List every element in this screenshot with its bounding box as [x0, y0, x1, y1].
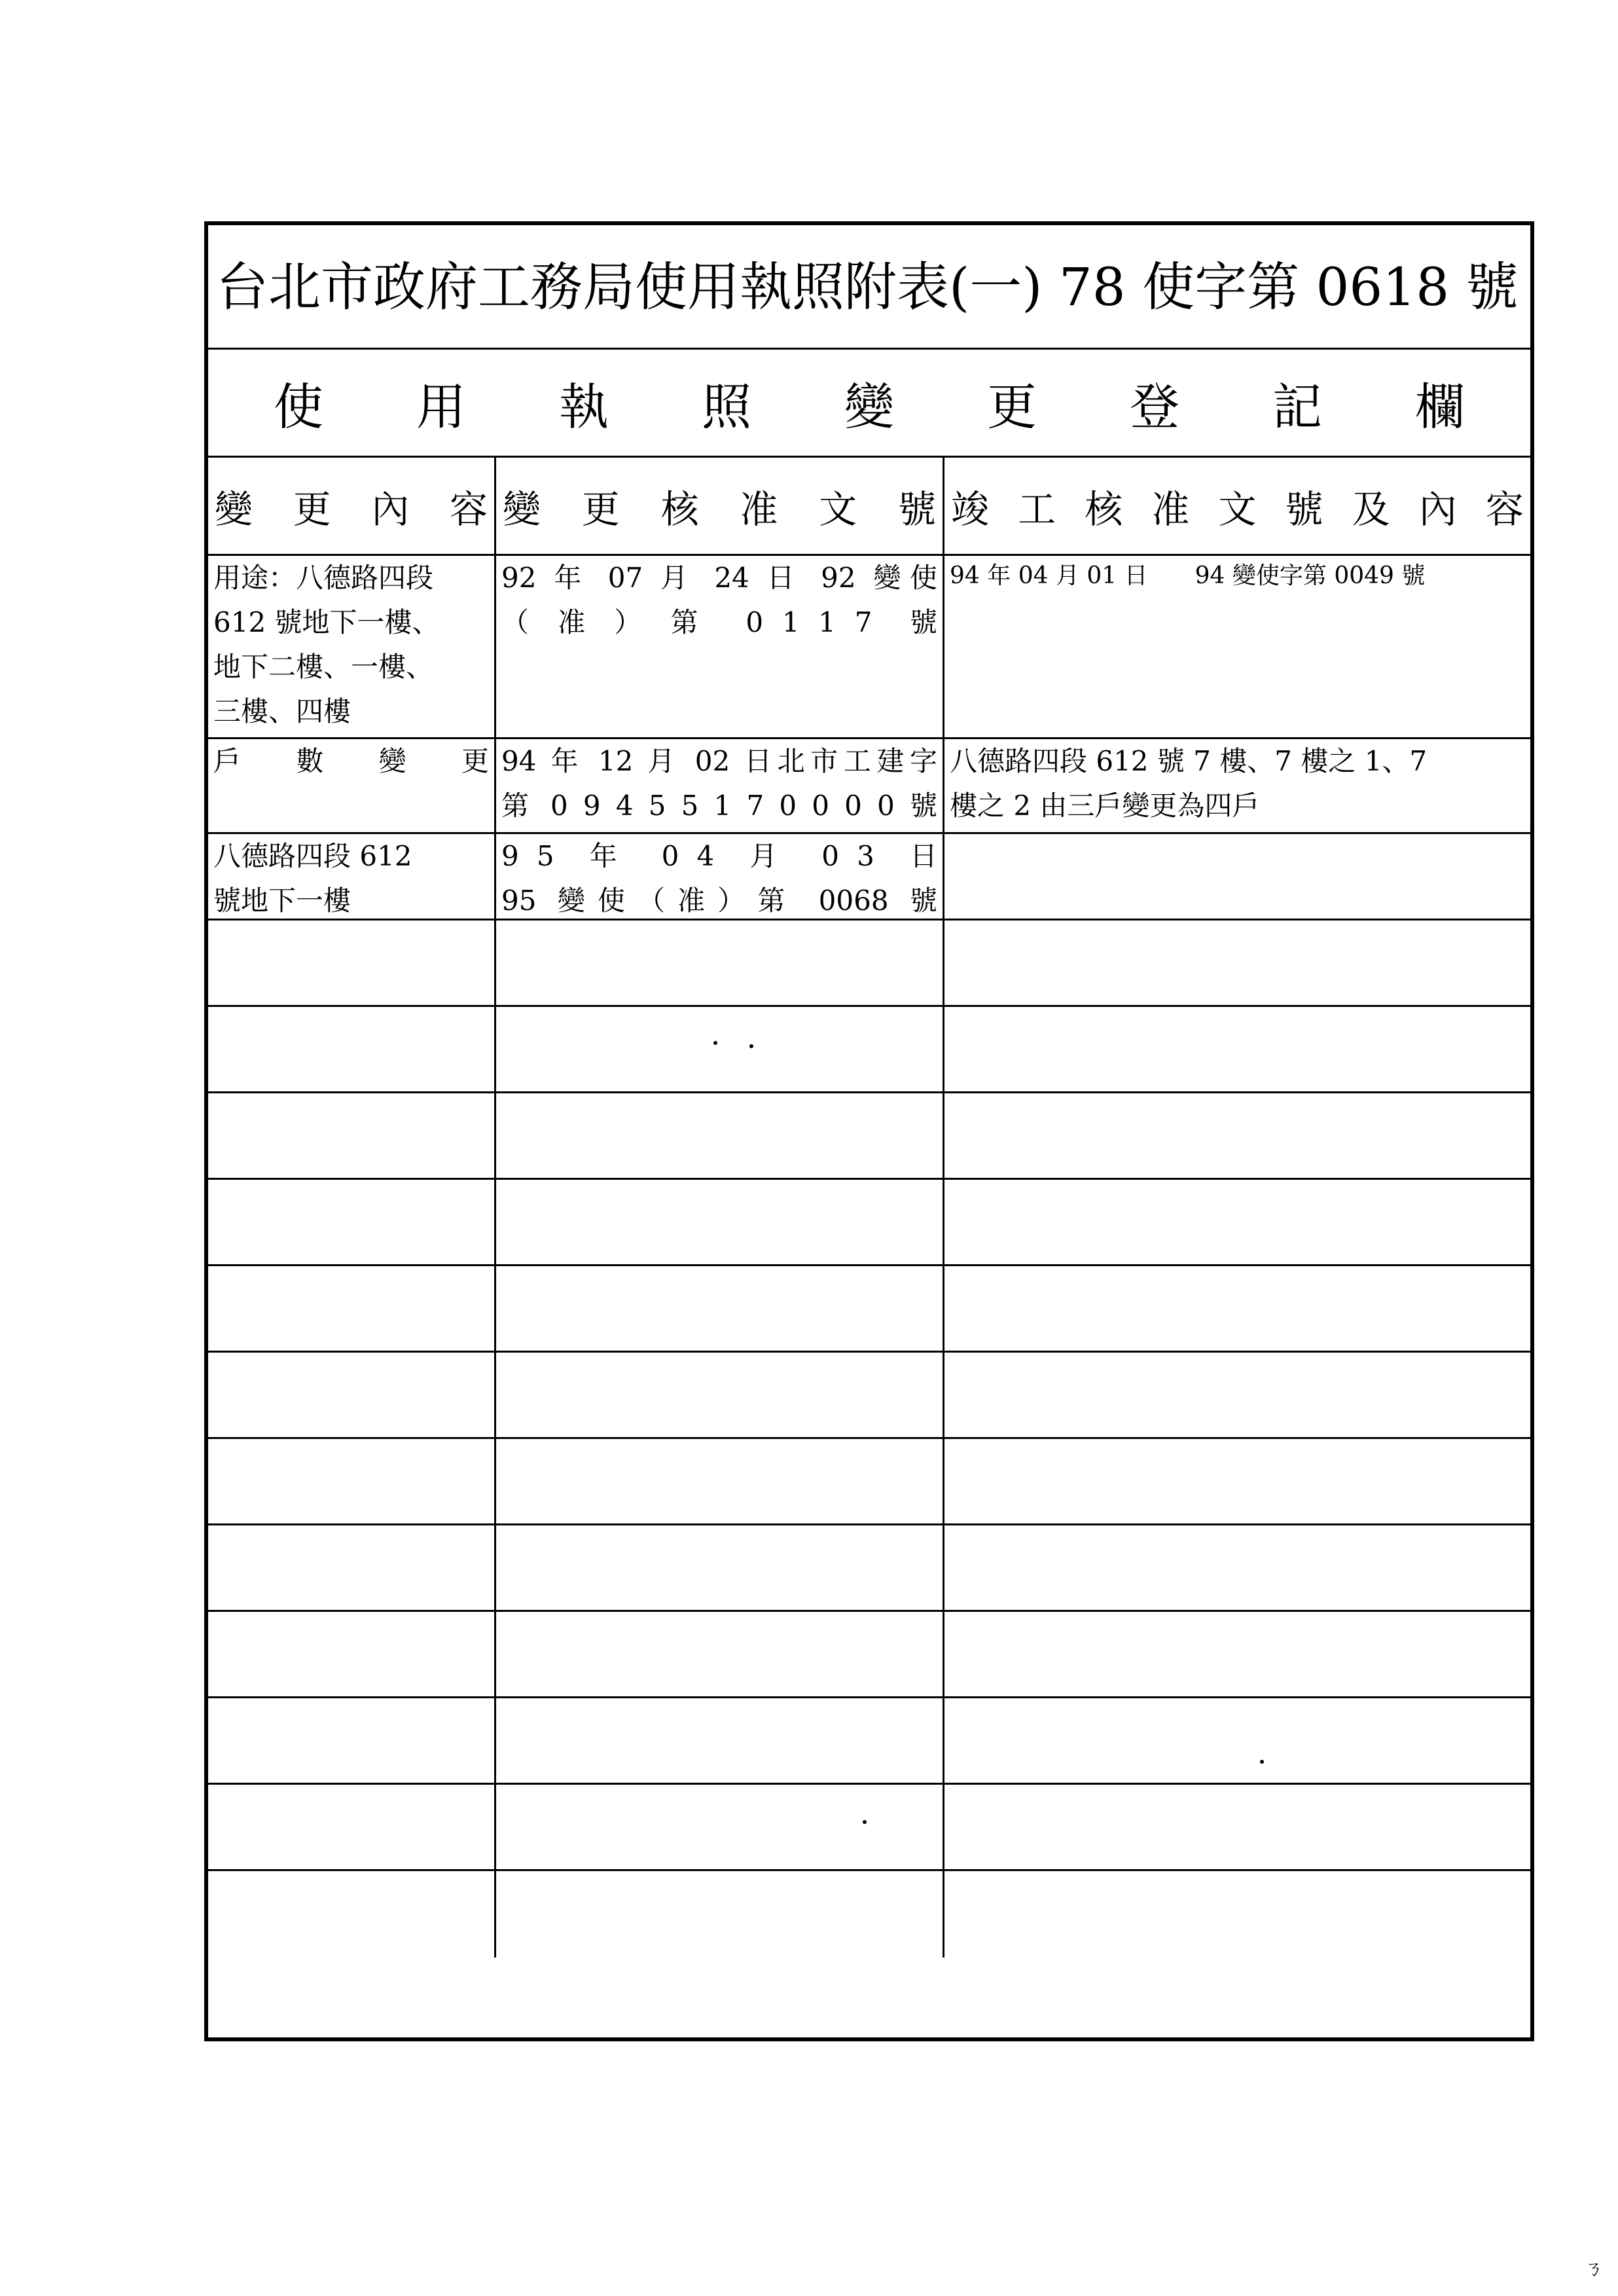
- cell-completion-approval: [944, 556, 1530, 737]
- header-char: 容: [449, 486, 488, 532]
- cell-approval-number: [496, 1439, 944, 1523]
- corner-mark: ㄋ: [1584, 2257, 1604, 2280]
- cell-approval-number: [496, 1266, 944, 1351]
- subtitle-char: 欄: [1415, 377, 1465, 436]
- subtitle-char: 登: [1130, 377, 1179, 436]
- table-row: [208, 1871, 1530, 1958]
- cell-line: 地下二樓、一樓、: [213, 651, 434, 683]
- cell-completion-approval: [944, 1266, 1530, 1351]
- header-char: 容: [1485, 486, 1524, 532]
- scan-speck: [713, 1041, 717, 1045]
- cell-approval-number: [496, 920, 944, 1005]
- cell-approval-number: [496, 1785, 944, 1869]
- cell-line: 八德路四段 612: [213, 840, 412, 872]
- cell-line: 樓之 2 由三戶變更為四戶: [950, 790, 1260, 822]
- cell-change-content: [208, 920, 496, 1005]
- table-row: [208, 834, 1530, 920]
- cell-change-content: [208, 1266, 496, 1351]
- cell-line: 用途：八德路四段: [213, 562, 434, 594]
- cell-approval-number: [496, 1007, 944, 1091]
- header-char: 變: [503, 486, 541, 532]
- cell-completion-approval: [944, 834, 1530, 919]
- cell-line: 戶 數 變 更: [213, 745, 489, 777]
- header-char: 文: [1218, 486, 1257, 532]
- cell-line: 第 0 9 4 5 5 1 7 0 0 0 0 號: [501, 790, 937, 822]
- table-row: [208, 1698, 1530, 1785]
- subtitle-char: 更: [987, 377, 1037, 436]
- cell-change-content: [208, 739, 496, 832]
- subtitle-char: 用: [416, 377, 466, 436]
- cell-completion-approval: [944, 739, 1530, 832]
- table-header-row: [208, 458, 1530, 556]
- form-subtitle: [208, 350, 1530, 458]
- cell-change-content: [208, 1871, 496, 1958]
- cell-approval-number: [496, 1698, 944, 1783]
- cell-completion-approval: [944, 1180, 1530, 1264]
- cell-line: 號地下一樓: [213, 884, 351, 917]
- cell-change-content: [208, 1439, 496, 1523]
- cell-completion-approval: [944, 1093, 1530, 1178]
- header-char: 更: [293, 486, 331, 532]
- cell-line: 92 年 07 月 24 日 92 變使: [501, 562, 937, 594]
- scan-speck: [749, 1044, 753, 1048]
- form-title: 台北市政府工務局使用執照附表(一) 78 使字第 0618 號: [208, 225, 1530, 350]
- header-char: 核: [660, 486, 699, 532]
- header-char: 文: [819, 486, 857, 532]
- table-row: [208, 739, 1530, 834]
- cell-change-content: [208, 1612, 496, 1696]
- header-char: 准: [1151, 486, 1190, 532]
- scan-speck: [863, 1820, 867, 1824]
- cell-line: 94 年 12 月 02 日北市工建字: [501, 745, 937, 777]
- cell-completion-approval: [944, 1612, 1530, 1696]
- header-char: 及: [1352, 486, 1390, 532]
- cell-completion-approval: [944, 1698, 1530, 1783]
- header-char: 竣: [951, 486, 990, 532]
- cell-approval-number: [496, 1612, 944, 1696]
- cell-completion-approval: [944, 1353, 1530, 1437]
- table-row: [208, 1612, 1530, 1698]
- cell-change-content: [208, 1353, 496, 1437]
- cell-approval-number: [496, 556, 944, 737]
- header-char: 內: [1418, 486, 1457, 532]
- cell-change-content: [208, 556, 496, 737]
- subtitle-char: 照: [702, 377, 751, 436]
- header-char: 變: [215, 486, 253, 532]
- cell-change-content: [208, 1180, 496, 1264]
- cell-approval-number: [496, 1093, 944, 1178]
- cell-change-content: [208, 1785, 496, 1869]
- header-char: 號: [1285, 486, 1323, 532]
- table-row: [208, 1353, 1530, 1439]
- header-char: 更: [581, 486, 620, 532]
- cell-line: （ 准 ） 第 0 1 1 7 號: [501, 606, 937, 638]
- cell-approval-number: [496, 739, 944, 832]
- table-row: [208, 1785, 1530, 1871]
- cell-completion-approval: [944, 1439, 1530, 1523]
- change-table: [208, 458, 1530, 1958]
- permit-change-form: [204, 221, 1534, 2041]
- cell-completion-approval: [944, 1871, 1530, 1958]
- header-char: 號: [897, 486, 936, 532]
- scan-speck: [1260, 1760, 1264, 1764]
- cell-change-content: [208, 1093, 496, 1178]
- cell-line: 95 變使（准）第 0068 號: [501, 884, 937, 917]
- table-row: [208, 1266, 1530, 1353]
- cell-change-content: [208, 1698, 496, 1783]
- cell-line: 94 年 04 月 01 日 94 變使字第 0049 號: [950, 562, 1426, 589]
- table-row: [208, 1180, 1530, 1266]
- cell-approval-number: [496, 834, 944, 919]
- table-row: [208, 920, 1530, 1007]
- header-char: 內: [371, 486, 410, 532]
- table-row: [208, 1525, 1530, 1612]
- table-row: [208, 1093, 1530, 1180]
- header-completion-approval: [944, 458, 1530, 554]
- cell-line: 八德路四段 612 號 7 樓、7 樓之 1、7: [950, 745, 1428, 777]
- cell-approval-number: [496, 1180, 944, 1264]
- cell-completion-approval: [944, 1007, 1530, 1091]
- header-char: 核: [1085, 486, 1123, 532]
- header-char: 准: [740, 486, 778, 532]
- header-approval-number: [496, 458, 944, 554]
- cell-approval-number: [496, 1525, 944, 1610]
- cell-change-content: [208, 834, 496, 919]
- cell-line: 612 號地下一樓、: [213, 606, 440, 638]
- table-row: [208, 556, 1530, 739]
- cell-change-content: [208, 1525, 496, 1610]
- subtitle-char: 使: [274, 377, 323, 436]
- cell-line: 三樓、四樓: [213, 695, 351, 727]
- subtitle-char: 記: [1272, 377, 1322, 436]
- subtitle-char: 變: [844, 377, 894, 436]
- subtitle-char: 執: [559, 377, 609, 436]
- cell-approval-number: [496, 1353, 944, 1437]
- table-row: [208, 1007, 1530, 1093]
- cell-line: 9 5 年 0 4 月 0 3 日: [501, 840, 937, 872]
- cell-completion-approval: [944, 1785, 1530, 1869]
- header-char: 工: [1018, 486, 1056, 532]
- cell-change-content: [208, 1007, 496, 1091]
- table-row: [208, 1439, 1530, 1525]
- cell-completion-approval: [944, 920, 1530, 1005]
- cell-approval-number: [496, 1871, 944, 1958]
- header-change-content: [208, 458, 496, 554]
- cell-completion-approval: [944, 1525, 1530, 1610]
